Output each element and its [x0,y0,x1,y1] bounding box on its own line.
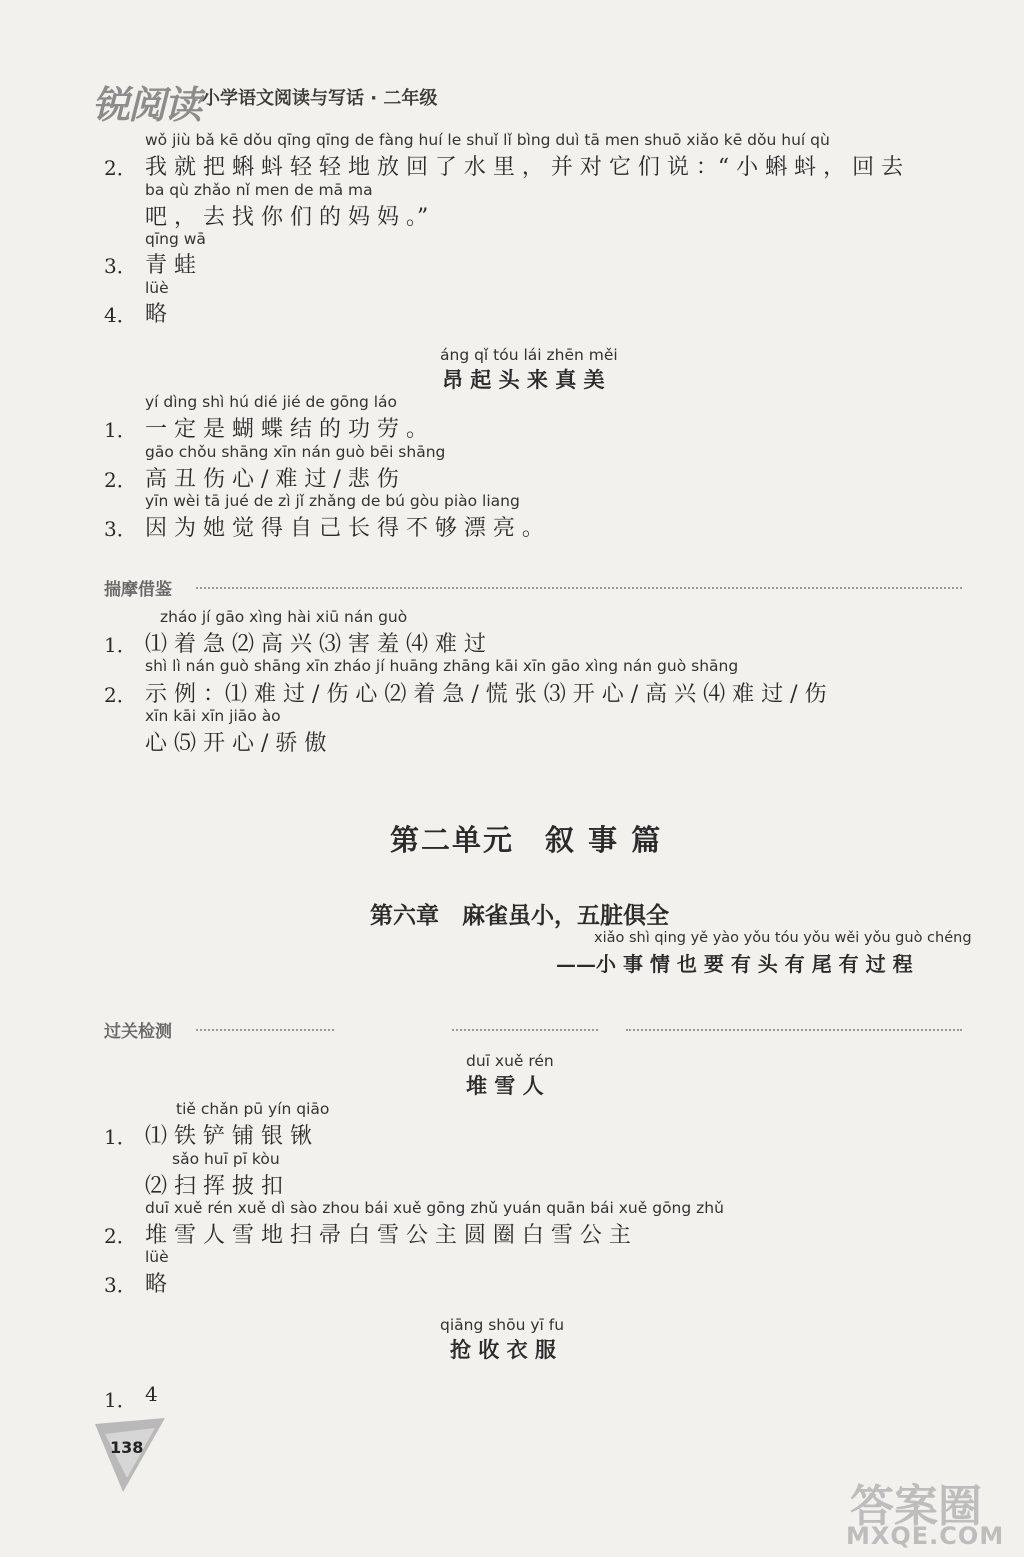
dotted-divider [196,1029,334,1031]
pinyin-line: yí dìng shì hú dié jié de gōng láo [145,393,398,411]
pinyin-line: duī xuě rén xuě dì sào zhou bái xuě gōng zhǔ yuán quān bái xuě gōng zhǔ [145,1199,724,1217]
item-number: 3． [104,254,137,278]
answer-text: 因 为 她 觉 得 自 己 长 得 不 够 漂 亮 。 [145,516,544,541]
lesson-title: 抢 收 衣 服 [450,1337,556,1362]
pinyin-line: zháo jí gāo xìng hài xiū nán guò [160,608,408,626]
pinyin-line: shì lì nán guò shāng xīn zháo jí huāng zhāng kāi xīn gāo xìng nán guò shāng [145,657,739,675]
item-number: 2． [104,468,137,492]
answer-text: 略 [145,1272,168,1297]
item-number: 1． [104,1388,137,1412]
lesson-title: 昂 起 头 来 真 美 [442,367,605,392]
dotted-divider [452,1029,598,1031]
item-number: 3． [104,517,137,541]
answer-text: ⑴ 着 急 ⑵ 高 兴 ⑶ 害 羞 ⑷ 难 过 [145,632,486,657]
pinyin-line: sǎo huī pī kòu [172,1150,280,1168]
answer-text: 吧 ， 去 找 你 们 的 妈 妈 。” [145,205,429,230]
answer-text: 高 丑 伤 心 / 难 过 / 悲 伤 [145,467,399,492]
answer-text: 略 [145,302,168,327]
answer-text: 心 ⑸ 开 心 / 骄 傲 [145,731,327,756]
chapter-subtitle-pinyin: xiǎo shì qing yě yào yǒu tóu yǒu wěi yǒu guò chéng [594,930,972,946]
lesson-title: 堆 雪 人 [466,1073,544,1098]
unit-title: 第二单元 叙 事 篇 [390,823,663,857]
item-number: 2． [104,683,137,707]
answer-text: ⑵ 扫 挥 披 扣 [145,1174,283,1199]
pinyin-line: lüè [145,1248,169,1266]
item-number: 2． [104,1224,137,1248]
answer-text: 示 例 ：⑴ 难 过 / 伤 心 ⑵ 着 急 / 慌 张 ⑶ 开 心 / 高 兴 ⑷ 难 过 / 伤 [145,682,827,707]
item-number: 1． [104,1125,137,1149]
item-number: 2． [104,156,137,180]
item-number: 3． [104,1273,137,1297]
pinyin-line: qīng wā [145,230,206,248]
chapter-title: 第六章 麻雀虽小，五脏俱全 [370,902,669,929]
pinyin-line: lüè [145,279,169,297]
dotted-divider [626,1029,962,1031]
answer-text: 4 [145,1382,158,1406]
section-heading: 过关检测 [104,1022,172,1042]
pinyin-line: tiě chǎn pū yín qiāo [176,1100,330,1118]
chapter-subtitle: ——小 事 情 也 要 有 头 有 尾 有 过 程 [556,952,913,976]
lesson-title-pinyin: áng qǐ tóu lái zhēn měi [440,346,618,364]
pinyin-line: ba qù zhǎo nǐ men de mā ma [145,181,373,199]
page-number: 138 [110,1438,144,1457]
answer-text: 堆 雪 人 雪 地 扫 帚 白 雪 公 主 圆 圈 白 雪 公 主 [145,1223,631,1248]
book-logo: 锐阅读 [92,83,201,127]
item-number: 4． [104,303,137,327]
pinyin-line: gāo chǒu shāng xīn nán guò bēi shāng [145,443,446,461]
dotted-divider [196,587,962,589]
answer-text: 我 就 把 蝌 蚪 轻 轻 地 放 回 了 水 里 ， 并 对 它 们 说 ：“ 小 蝌 蚪 ， 回 去 [145,155,904,180]
pinyin-line: xīn kāi xīn jiāo ào [145,707,281,725]
item-number: 1． [104,418,137,442]
item-number: 1． [104,633,137,657]
book-title: 小学语文阅读与写话 · 二年级 [202,88,438,109]
answer-text: 一 定 是 蝴 蝶 结 的 功 劳 。 [145,417,428,442]
lesson-title-pinyin: duī xuě rén [466,1052,554,1070]
pinyin-line: wǒ jiù bǎ kē dǒu qīng qīng de fàng huí le shuǐ lǐ bìng duì tā men shuō xiǎo kē dǒu huí qù [145,131,830,149]
lesson-title-pinyin: qiāng shōu yī fu [440,1316,565,1334]
answer-text: 青 蛙 [145,253,196,278]
watermark-logo: 答案圈 [850,1481,982,1532]
section-heading: 揣摩借鉴 [104,580,172,600]
answer-text: ⑴ 铁 铲 铺 银 锹 [145,1124,312,1149]
watermark-url: MXQE.COM [846,1522,1005,1550]
pinyin-line: yīn wèi tā jué de zì jǐ zhǎng de bú gòu piào liang [145,492,520,510]
